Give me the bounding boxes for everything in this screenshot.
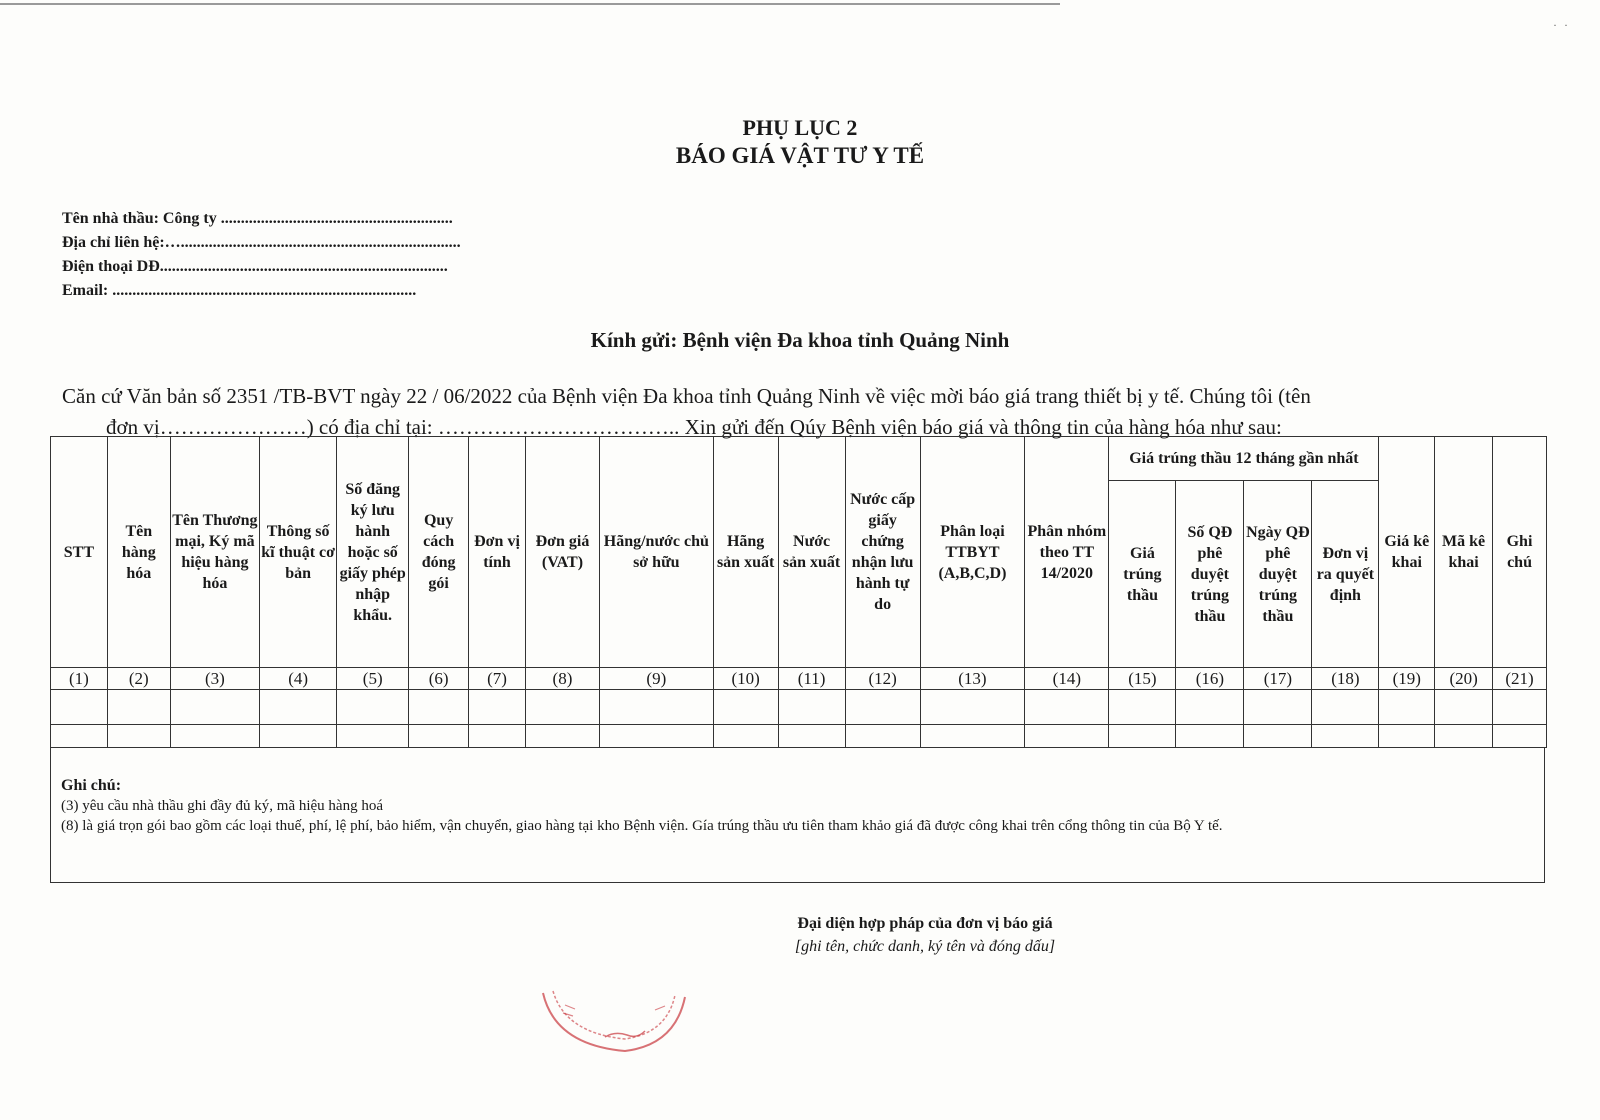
header-trade-name: Tên Thương mại, Ký mã hiệu hàng hóa <box>170 437 259 668</box>
intro-line-1: Căn cứ Văn bản số 2351 /TB-BVT ngày 22 / 06/2022 của Bệnh viện Đa khoa tỉnh Quảng Ninh về việc mời báo giá trang thiết bị y tế. Chúng tôi (tên <box>62 384 1311 408</box>
table-cell <box>525 690 599 725</box>
column-number: (19) <box>1379 668 1435 690</box>
table-cell <box>107 725 170 748</box>
scan-edge <box>0 3 1060 5</box>
header-unit: Đơn vị tính <box>469 437 526 668</box>
table-cell <box>1025 690 1109 725</box>
table-cell <box>1176 690 1244 725</box>
header-unit-price: Đơn giá (VAT) <box>525 437 599 668</box>
column-number: (13) <box>920 668 1025 690</box>
column-number: (16) <box>1176 668 1244 690</box>
header-manufacturer: Hãng sản xuất <box>713 437 778 668</box>
contractor-phone-line: Điện thoại DĐ........................................................................ <box>62 258 448 275</box>
column-number: (2) <box>107 668 170 690</box>
table-cell <box>469 690 526 725</box>
table-cell <box>920 690 1025 725</box>
table-cell <box>1244 725 1312 748</box>
header-declaration-code: Mã kê khai <box>1435 437 1493 668</box>
note-item: (3) yêu cầu nhà thầu ghi đầy đủ ký, mã hiệu hàng hoá <box>61 798 383 814</box>
scan-mark: · · <box>1553 18 1570 32</box>
column-number: (11) <box>778 668 845 690</box>
table-cell <box>170 690 259 725</box>
header-registration: Số đăng ký lưu hành hoặc số giấy phép nhập khẩu. <box>337 437 409 668</box>
table-cell <box>260 725 337 748</box>
table-cell <box>337 725 409 748</box>
header-specs: Thông số kĩ thuật cơ bản <box>260 437 337 668</box>
table-cell <box>1312 725 1379 748</box>
signature-block <box>730 912 1120 958</box>
header-country: Nước sản xuất <box>778 437 845 668</box>
column-number: (4) <box>260 668 337 690</box>
column-number-row <box>51 668 1547 690</box>
header-packaging: Quy cách đóng gói <box>409 437 469 668</box>
quotation-table <box>50 436 1547 748</box>
header-owner: Hãng/nước chủ sở hữu <box>600 437 714 668</box>
document-title: PHỤ LỤC 2 <box>742 115 858 140</box>
column-number: (6) <box>409 668 469 690</box>
header-declared-price: Giá kê khai <box>1379 437 1435 668</box>
column-number: (12) <box>845 668 920 690</box>
recipient-heading: Kính gửi: Bệnh viện Đa khoa tỉnh Quảng Ninh <box>590 328 1010 352</box>
column-number: (5) <box>337 668 409 690</box>
table-cell <box>1109 725 1176 748</box>
table-cell <box>600 690 714 725</box>
quotation-table-wrapper <box>50 436 1547 883</box>
header-stt: STT <box>51 437 108 668</box>
subheader-decision-date: Ngày QĐ phê duyệt trúng thầu <box>1244 481 1312 668</box>
column-number: (21) <box>1493 668 1547 690</box>
header-item-name: Tên hàng hóa <box>107 437 170 668</box>
column-number: (20) <box>1435 668 1493 690</box>
header-notes: Ghi chú <box>1493 437 1547 668</box>
table-cell <box>1493 725 1547 748</box>
table-cell <box>409 725 469 748</box>
contractor-email-line: Email: ............................................................................ <box>62 282 417 299</box>
red-stamp-seal <box>535 985 700 1070</box>
table-row <box>51 690 1547 725</box>
intro-line-2: đơn vị…………………) có địa chỉ tại: …………………………….. Xin gửi đến Qúy Bệnh viện báo giá và thông tin của hàng hóa như sau: <box>106 415 1282 439</box>
subheader-decision-unit: Đơn vị ra quyết định <box>1312 481 1379 668</box>
column-number: (3) <box>170 668 259 690</box>
notes-title: Ghi chú: <box>61 777 122 794</box>
notes-box <box>50 748 1545 883</box>
table-cell <box>51 690 108 725</box>
column-number: (10) <box>713 668 778 690</box>
subheader-decision-number: Số QĐ phê duyệt trúng thầu <box>1176 481 1244 668</box>
table-cell <box>107 690 170 725</box>
note-item: (8) là giá trọn gói bao gồm các loại thuế, phí, lệ phí, bảo hiểm, vận chuyển, giao hàng tại kho Bệnh viện. Gía trúng thầu ưu tiên tham khảo giá đã được công khai trên cổng thông tin của Bộ Y tế. <box>61 818 1223 834</box>
table-cell <box>1435 690 1493 725</box>
table-cell <box>845 725 920 748</box>
table-cell <box>845 690 920 725</box>
table-cell <box>1109 690 1176 725</box>
signature-subtitle: [ghi tên, chức danh, ký tên và đóng dấu] <box>794 938 1056 955</box>
column-number: (1) <box>51 668 108 690</box>
header-free-sale-country: Nước cấp giấy chứng nhận lưu hành tự do <box>845 437 920 668</box>
table-cell <box>713 725 778 748</box>
table-cell <box>920 725 1025 748</box>
table-cell <box>778 725 845 748</box>
table-cell <box>1435 725 1493 748</box>
contractor-info <box>62 207 461 303</box>
column-number: (9) <box>600 668 714 690</box>
column-number: (14) <box>1025 668 1109 690</box>
table-cell <box>1025 725 1109 748</box>
contractor-address-line: Địa chỉ liên hệ:…...................................................................... <box>62 234 461 251</box>
table-row <box>51 725 1547 748</box>
table-cell <box>1493 690 1547 725</box>
intro-paragraph <box>62 381 1562 443</box>
table-cell <box>1379 725 1435 748</box>
column-number: (7) <box>469 668 526 690</box>
table-cell <box>1379 690 1435 725</box>
contractor-name-line: Tên nhà thầu: Công ty .......................................................... <box>62 210 453 227</box>
table-cell <box>778 690 845 725</box>
signature-title: Đại diện hợp pháp của đơn vị báo giá <box>797 915 1053 932</box>
table-cell <box>1244 690 1312 725</box>
column-number: (8) <box>525 668 599 690</box>
column-number: (15) <box>1109 668 1176 690</box>
table-cell <box>51 725 108 748</box>
column-number: (18) <box>1312 668 1379 690</box>
table-cell <box>260 690 337 725</box>
table-cell <box>525 725 599 748</box>
column-number: (17) <box>1244 668 1312 690</box>
table-cell <box>1176 725 1244 748</box>
table-cell <box>337 690 409 725</box>
table-cell <box>409 690 469 725</box>
table-cell <box>1312 690 1379 725</box>
document-subtitle: BÁO GIÁ VẬT TƯ Y TẾ <box>675 143 925 168</box>
header-winning-price-group: Giá trúng thầu 12 tháng gần nhất <box>1109 437 1379 481</box>
table-cell <box>713 690 778 725</box>
header-classification: Phân loại TTBYT (A,B,C,D) <box>920 437 1025 668</box>
table-cell <box>600 725 714 748</box>
table-cell <box>469 725 526 748</box>
subheader-winning-price: Giá trúng thầu <box>1109 481 1176 668</box>
header-group: Phân nhóm theo TT 14/2020 <box>1025 437 1109 668</box>
table-cell <box>170 725 259 748</box>
